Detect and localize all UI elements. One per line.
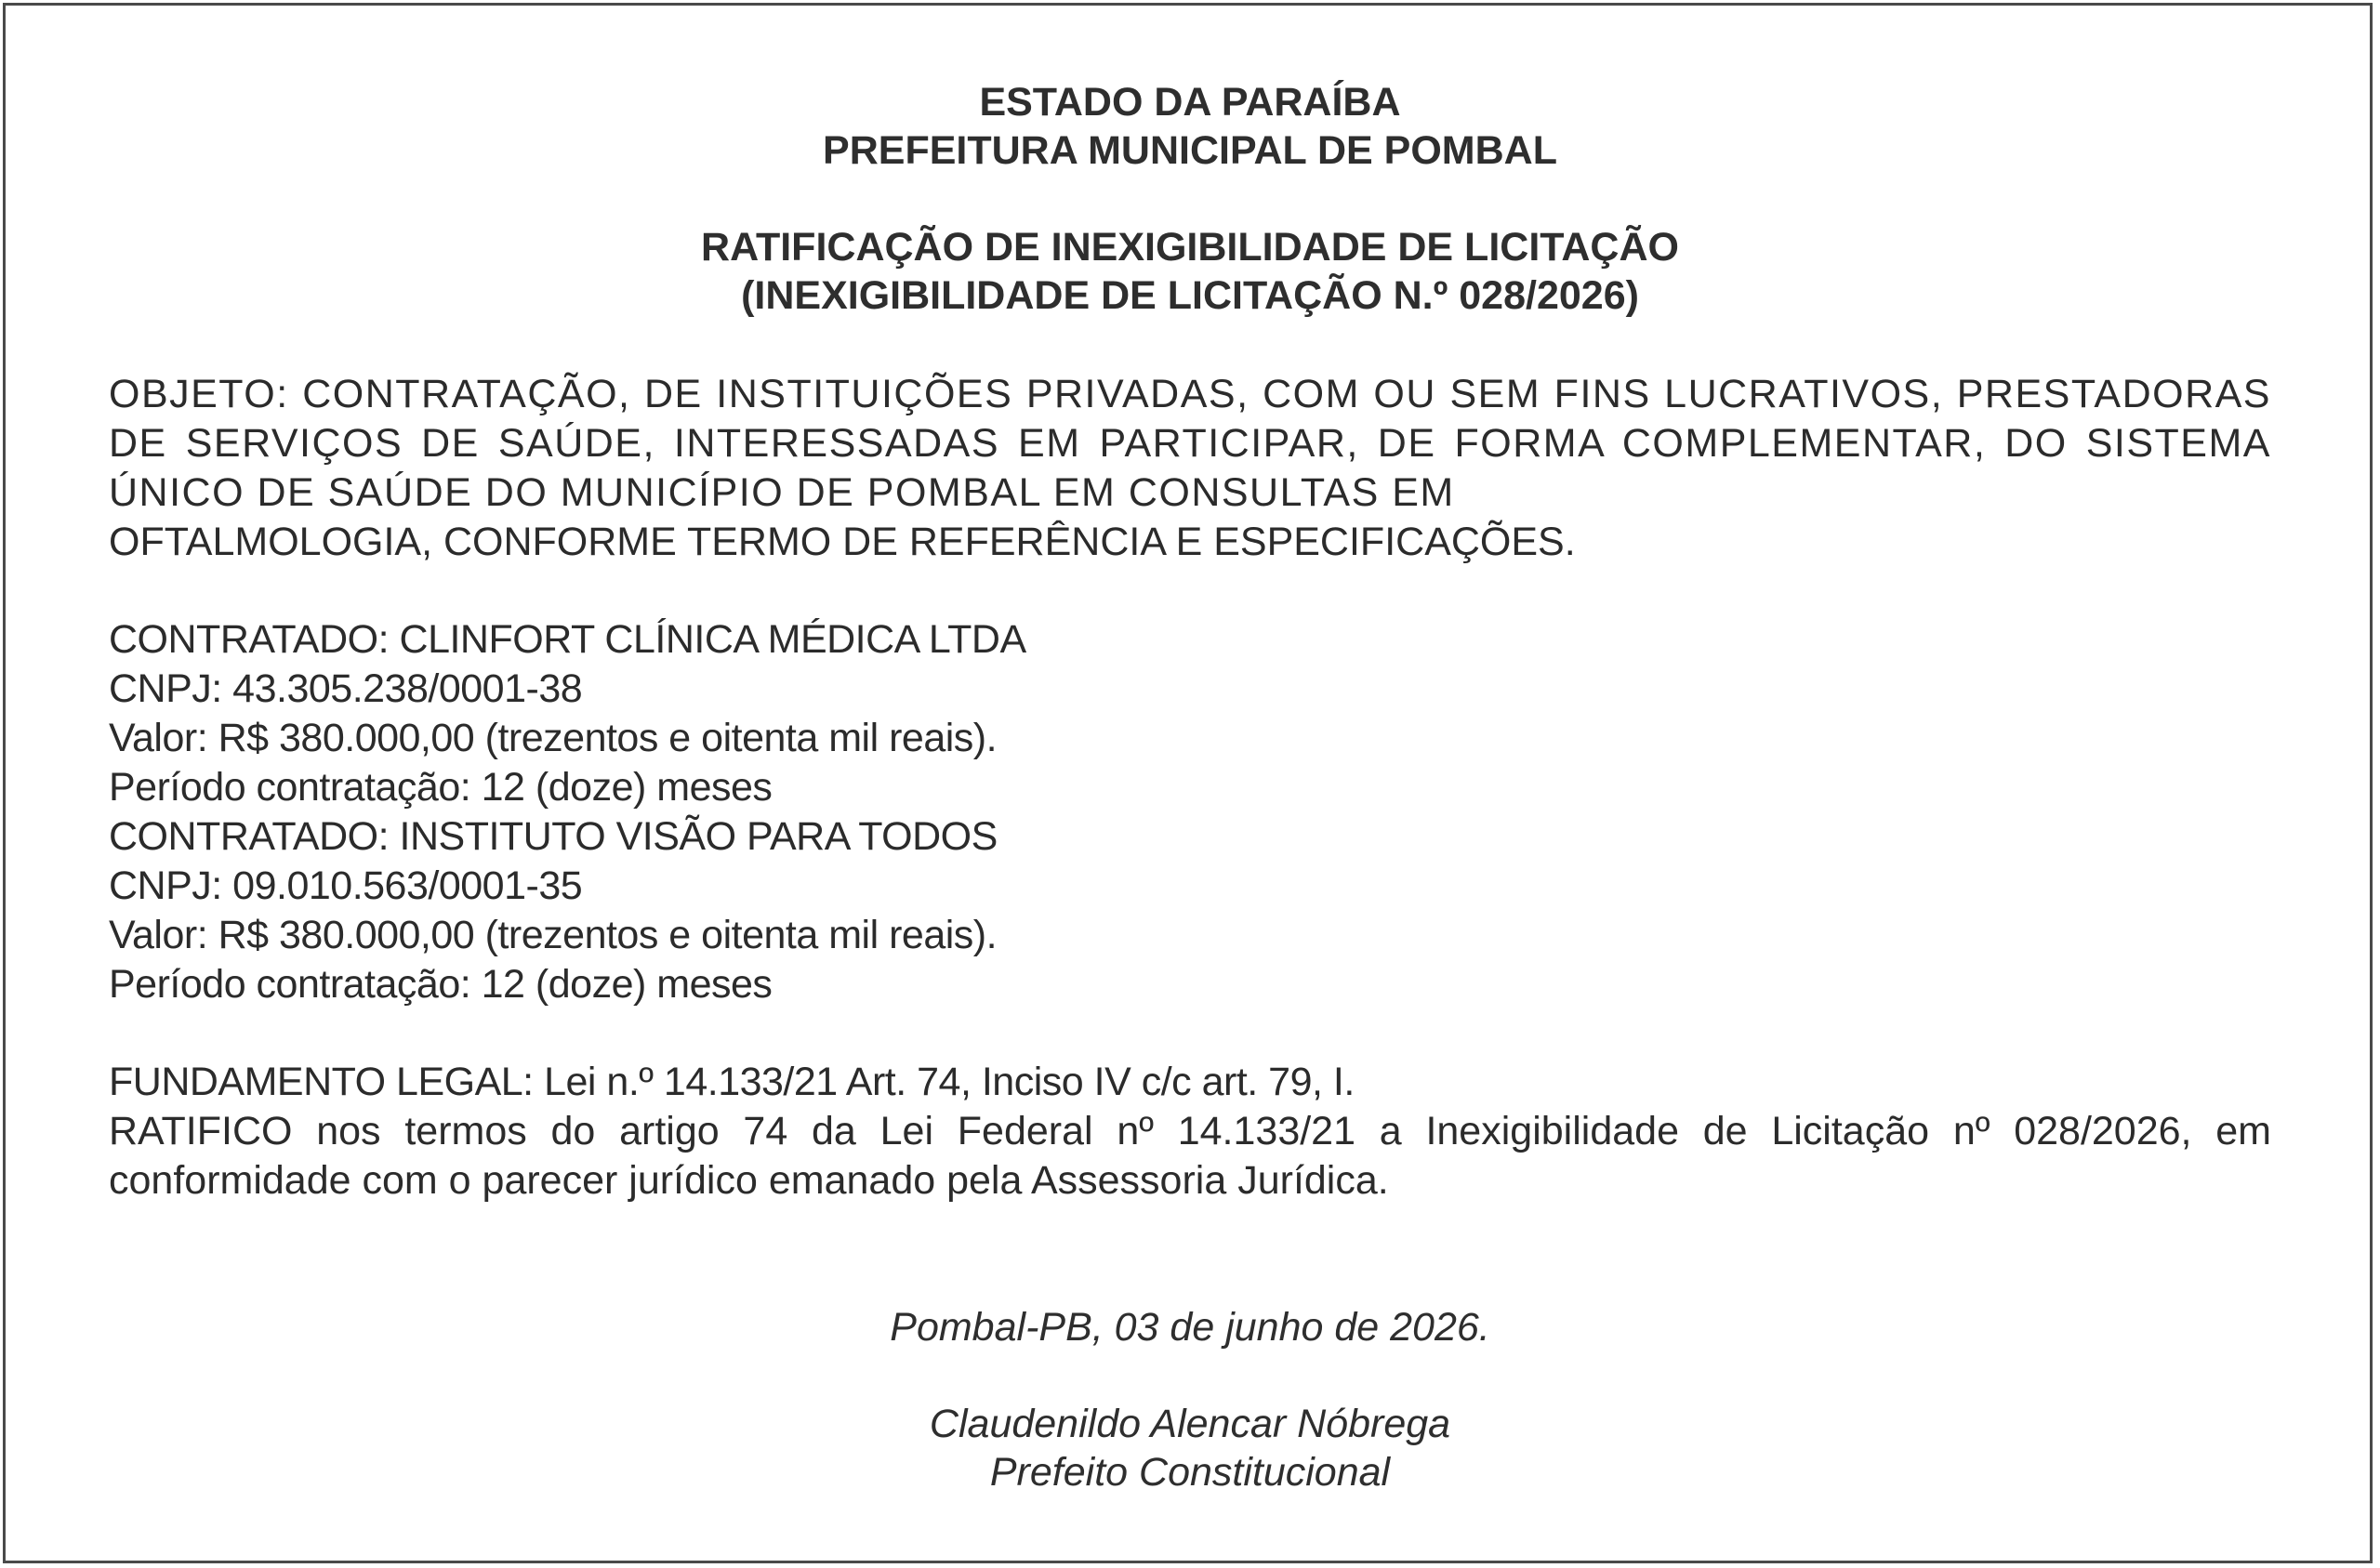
objeto-text: OBJETO: CONTRATAÇÃO, DE INSTITUIÇÕES PRIVADAS, COM OU SEM FINS LUCRATIVOS, PRESTADORAS DE SERVIÇOS DE SAÚDE, INTERESSADAS EM PARTICIPAR, DE FORMA COMPLEMENTAR, DO SISTEMA ÚNICO DE SAÚDE DO MUNICÍPIO DE POMBAL EM CONSULTAS EM xyxy=(109,372,2271,515)
objeto-paragraph xyxy=(109,370,2271,567)
place-date: Pombal-PB, 03 de junho de 2026. xyxy=(890,1305,1490,1350)
contract-2-periodo: Período contratação: 12 (doze) meses xyxy=(109,962,773,1007)
contract-2-cnpj: CNPJ: 09.010.563/0001-35 xyxy=(109,863,583,908)
contract-1-periodo: Período contratação: 12 (doze) meses xyxy=(109,765,773,810)
contract-1-contratado: CONTRATADO: CLINFORT CLÍNICA MÉDICA LTDA xyxy=(109,617,1026,662)
contract-2-valor: Valor: R$ 380.000,00 (trezentos e oitenta mil reais). xyxy=(109,913,998,957)
contracts-section xyxy=(109,615,2271,1009)
contract-1-cnpj: CNPJ: 43.305.238/0001-38 xyxy=(109,666,583,711)
signer-name: Claudenildo Alencar Nóbrega xyxy=(929,1402,1451,1446)
contract-2-contratado: CONTRATADO: INSTITUTO VISÃO PARA TODOS xyxy=(109,814,998,859)
document-subtitle: (INEXIGIBILIDADE DE LICITAÇÃO N.º 028/2026) xyxy=(741,273,1639,318)
prefecture-heading: PREFEITURA MUNICIPAL DE POMBAL xyxy=(823,128,1557,173)
document-title: RATIFICAÇÃO DE INEXIGIBILIDADE DE LICITAÇÃO xyxy=(701,225,1679,270)
fundamento-legal: FUNDAMENTO LEGAL: Lei n.º 14.133/21 Art. 74, Inciso IV c/c art. 79, I. xyxy=(109,1060,1355,1104)
ratifico-paragraph: RATIFICO nos termos do artigo 74 da Lei Federal nº 14.133/21 a Inexigibilidade de Licitação nº 028/2026, em conformidade com o parecer jurídico emanado pela Assessoria Jurídica. xyxy=(109,1109,2271,1203)
state-heading: ESTADO DA PARAÍBA xyxy=(979,80,1401,125)
signer-role: Prefeito Constitucional xyxy=(989,1450,1391,1495)
fundamento-section xyxy=(109,1058,2271,1206)
objeto-last-line: OFTALMOLOGIA, CONFORME TERMO DE REFERÊNCIA E ESPECIFICAÇÕES. xyxy=(109,520,1576,564)
contract-1-valor: Valor: R$ 380.000,00 (trezentos e oitenta mil reais). xyxy=(109,716,998,760)
